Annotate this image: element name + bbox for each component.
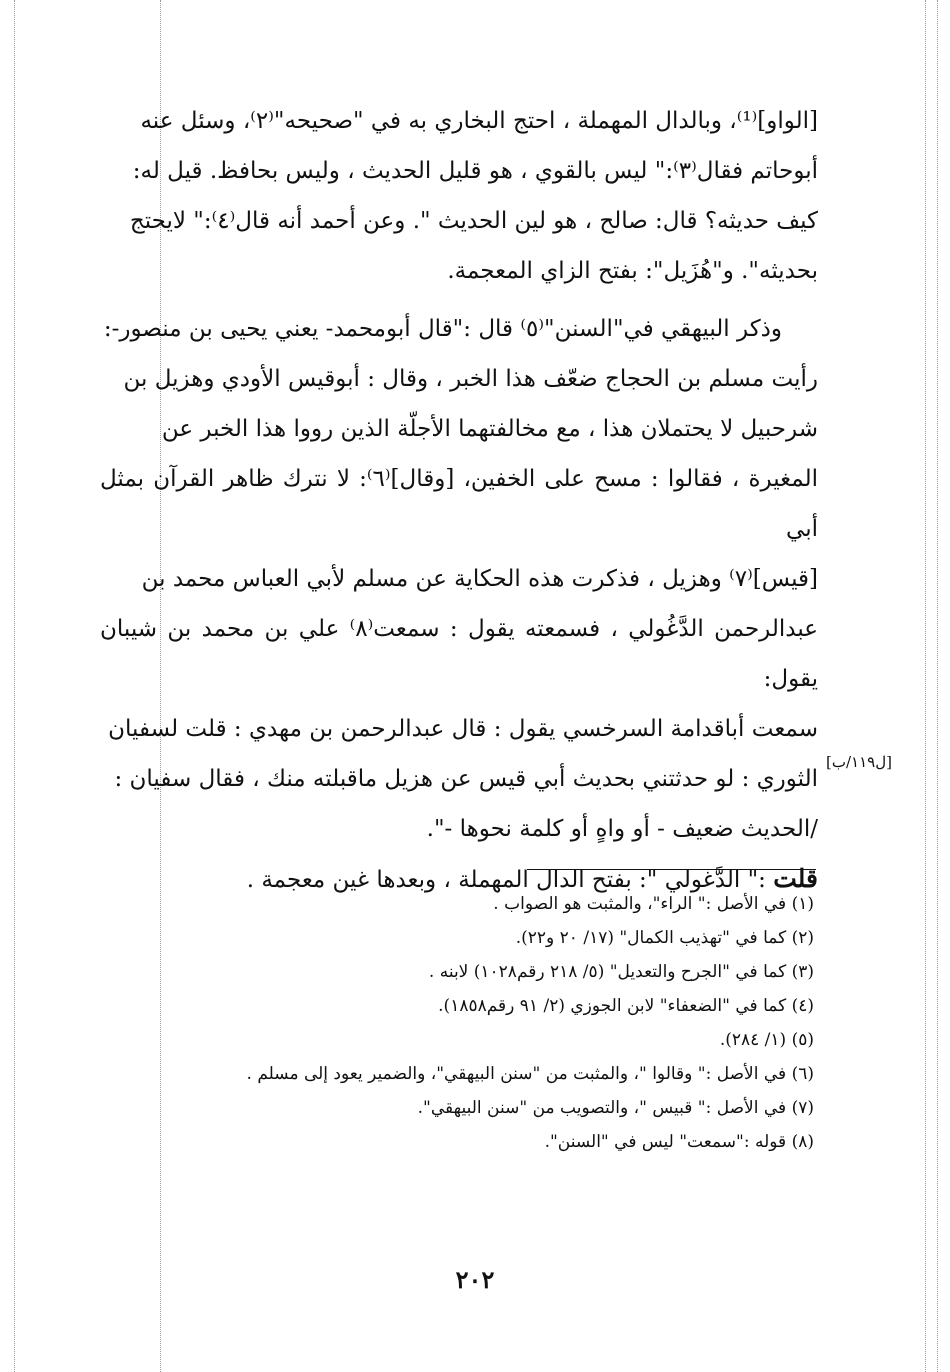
text-line: وذكر البيهقي في"السنن"⁽٥⁾ قال :"قال أبومحمد- يعني يحيى بن منصور-: bbox=[103, 316, 782, 342]
main-text-block bbox=[100, 96, 818, 905]
footnote: (٨) قوله :"سمعت" ليس في "السنن". bbox=[544, 1132, 814, 1152]
footnote: (٧) في الأصل :" قبيس "، والتصويب من "سنن البيهقي". bbox=[417, 1098, 814, 1118]
margin-guide-line bbox=[925, 0, 926, 1372]
text-line: سمعت أباقدامة السرخسي يقول : قال عبدالرحمن بن مهدي : قلت لسفيان bbox=[108, 716, 818, 742]
footnote: (٢) كما في "تهذيب الكمال" (١٧/ ٢٠ و٢٢). bbox=[515, 928, 814, 948]
footnote: (٣) كما في "الجرح والتعديل" (٥/ ٢١٨ رقم١٠٢٨) لابنه . bbox=[428, 962, 814, 982]
text-line: شرحبيل لا يحتملان هذا ، مع مخالفتهما الأجلّة الذين رووا هذا الخبر عن bbox=[161, 416, 818, 442]
footnote: (٥) (١/ ٢٨٤). bbox=[719, 1030, 814, 1050]
footnotes bbox=[180, 887, 814, 1159]
paragraph-2 bbox=[100, 304, 818, 854]
text-line: [قيس]⁽٧⁾ وهزيل ، فذكرت هذه الحكاية عن مسلم لأبي العباس محمد بن bbox=[141, 566, 818, 592]
footnote: (١) في الأصل :" الراء"، والمثبت هو الصواب . bbox=[493, 894, 814, 914]
paragraph-1 bbox=[100, 96, 818, 296]
qult-text: :" الدَّغولي ": بفتح الدال المهملة ، وبعدها غين معجمة . bbox=[246, 867, 766, 893]
margin-guide-line bbox=[14, 0, 15, 1372]
text-line: المغيرة ، فقالوا : مسح على الخفين، [وقال]⁽٦⁾: لا نترك ظاهر القرآن بمثل أبي bbox=[100, 466, 818, 542]
qult-label: قلت bbox=[773, 864, 818, 893]
text-line: بحديثه". و"هُزَيل": بفتح الزاي المعجمة. bbox=[447, 258, 818, 284]
text-line: أبوحاتم فقال⁽٣⁾:" ليس بالقوي ، هو قليل الحديث ، وليس بحافظ. قيل له: bbox=[132, 158, 818, 184]
margin-guide-line bbox=[937, 0, 938, 1372]
text-line: [الواو]⁽¹⁾، وبالدال المهملة ، احتج البخاري به في "صحيحه"⁽٢⁾، وسئل عنه bbox=[140, 108, 818, 134]
text-line: /الحديث ضعيف - أو واهٍ أو كلمة نحوها -". bbox=[426, 816, 818, 842]
manuscript-folio-marker: [ل١١٩/ب] bbox=[826, 753, 892, 771]
footnote: (٤) كما في "الضعفاء" لابن الجوزي (٢/ ٩١ رقم١٨٥٨). bbox=[438, 996, 814, 1016]
text-line: الثوري : لو حدثتني بحديث أبي قيس عن هزيل ماقبلته منك ، فقال سفيان : bbox=[114, 766, 818, 792]
footnote-separator bbox=[527, 869, 816, 870]
text-line: عبدالرحمن الدَّغُولي ، فسمعته يقول : سمعت⁽٨⁾ علي بن محمد بن شيبان يقول: bbox=[100, 616, 819, 692]
page-number: ٢٠٢ bbox=[455, 1265, 495, 1294]
text-line: كيف حديثه؟ قال: صالح ، هو لين الحديث ". وعن أحمد أنه قال⁽٤⁾:" لايحتج bbox=[129, 208, 818, 234]
text-line: رأيت مسلم بن الحجاج ضعّف هذا الخبر ، وقال : أبوقيس الأودي وهزيل بن bbox=[123, 366, 818, 392]
footnote: (٦) في الأصل :" وقالوا "، والمثبت من "سنن البيهقي"، والضمير يعود إلى مسلم . bbox=[246, 1064, 814, 1084]
